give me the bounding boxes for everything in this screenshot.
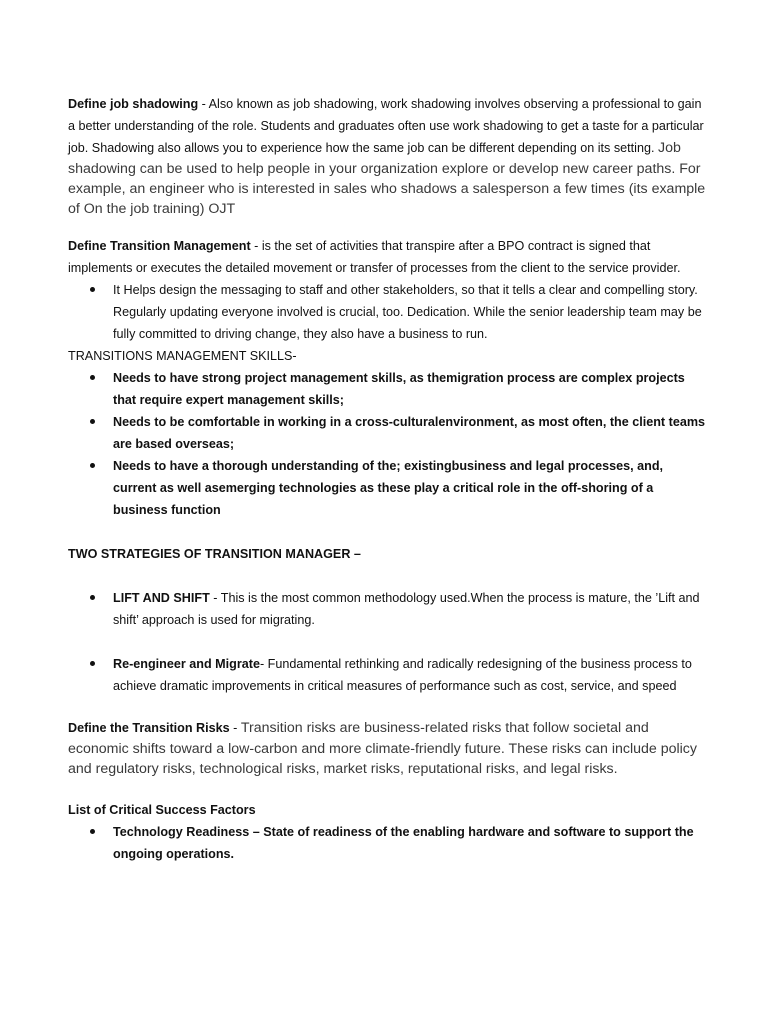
bullet-icon: [90, 463, 95, 468]
skills-list: [68, 367, 708, 521]
skills-heading: TRANSITIONS MANAGEMENT SKILLS-: [68, 349, 297, 363]
bullet-icon: [90, 287, 95, 292]
list-item: Re-engineer and Migrate- Fundamental rethinking and radically redesigning of the business process to achieve dramatic improvements in critical measures of performance such as cost, service, and speed: [68, 653, 708, 697]
csf-heading: List of Critical Success Factors: [68, 803, 256, 817]
bullet-icon: [90, 419, 95, 424]
transition-risks-paragraph: Define the Transition Risks - Transition risks are business-related risks that follow societal and economic shifts toward a low-carbon and more climate-friendly future. These risks can include policy and regulatory risks, technological risks, market risks, reputational risks, and legal risks.: [68, 720, 697, 777]
bullet-icon: [90, 595, 95, 600]
strategies-heading: TWO STRATEGIES OF TRANSITION MANAGER –: [68, 547, 361, 561]
bullet-icon: [90, 375, 95, 380]
transition-management-text: - is the set of activities that transpire after a BPO contract is signed that implements or executes the detailed movement or transfer of processes from the client to the service provider.: [68, 239, 681, 275]
transition-management-paragraph: [68, 235, 708, 279]
job-shadowing-term: Define job shadowing: [68, 97, 199, 111]
list-item: Needs to be comfortable in working in a cross-culturalenvironment, as most often, the client teams are based overseas;: [68, 411, 708, 455]
list-item: Technology Readiness – State of readiness of the enabling hardware and software to support the ongoing operations.: [68, 821, 708, 865]
bullet-icon: [90, 829, 95, 834]
transition-risks-text: Transition risks are business-related risks that follow societal and economic shifts toward a low-carbon and more climate-friendly future. These risks can include policy and regulatory risks, technological risks, market risks, reputational risks, and legal risks.: [68, 720, 697, 777]
job-shadowing-example: Job shadowing can be used to help people in your organization explore or develop new career paths. For example, an engineer who is interested in sales who shadows a salesperson a few times (its example of On the job training) OJT: [68, 140, 706, 217]
list-item: Needs to have strong project management skills, as themigration process are complex projects that require expert management skills;: [68, 367, 708, 411]
list-item: Needs to have a thorough understanding of the; existingbusiness and legal processes, and, current as well asemerging technologies as these play a critical role in the off-shoring of a business function: [68, 455, 708, 521]
transition-management-term: Define Transition Management: [68, 239, 251, 253]
csf-list: [68, 821, 708, 865]
list-item: It Helps design the messaging to staff and other stakeholders, so that it tells a clear and compelling story. Regularly updating everyone involved is crucial, too. Dedication. While the senior leadership team may be fully committed to driving change, they also have a business to run.: [68, 279, 708, 345]
transition-management-list: [68, 279, 708, 345]
list-item: LIFT AND SHIFT - This is the most common methodology used.When the process is mature, the ’Lift and shift’ approach is used for migrating.: [68, 587, 708, 631]
job-shadowing-text: - Also known as job shadowing, work shadowing involves observing a professional to gain a better understanding of the role. Students and graduates often use work shadowing to get a taste for a particular job. Shadowing also allows you to experience how the same job can be different depending on its setting.: [68, 97, 704, 155]
job-shadowing-paragraph: [68, 93, 708, 219]
bullet-icon: [90, 661, 95, 666]
strategies-list: [68, 587, 708, 697]
transition-risks-term: Define the Transition Risks: [68, 721, 230, 735]
